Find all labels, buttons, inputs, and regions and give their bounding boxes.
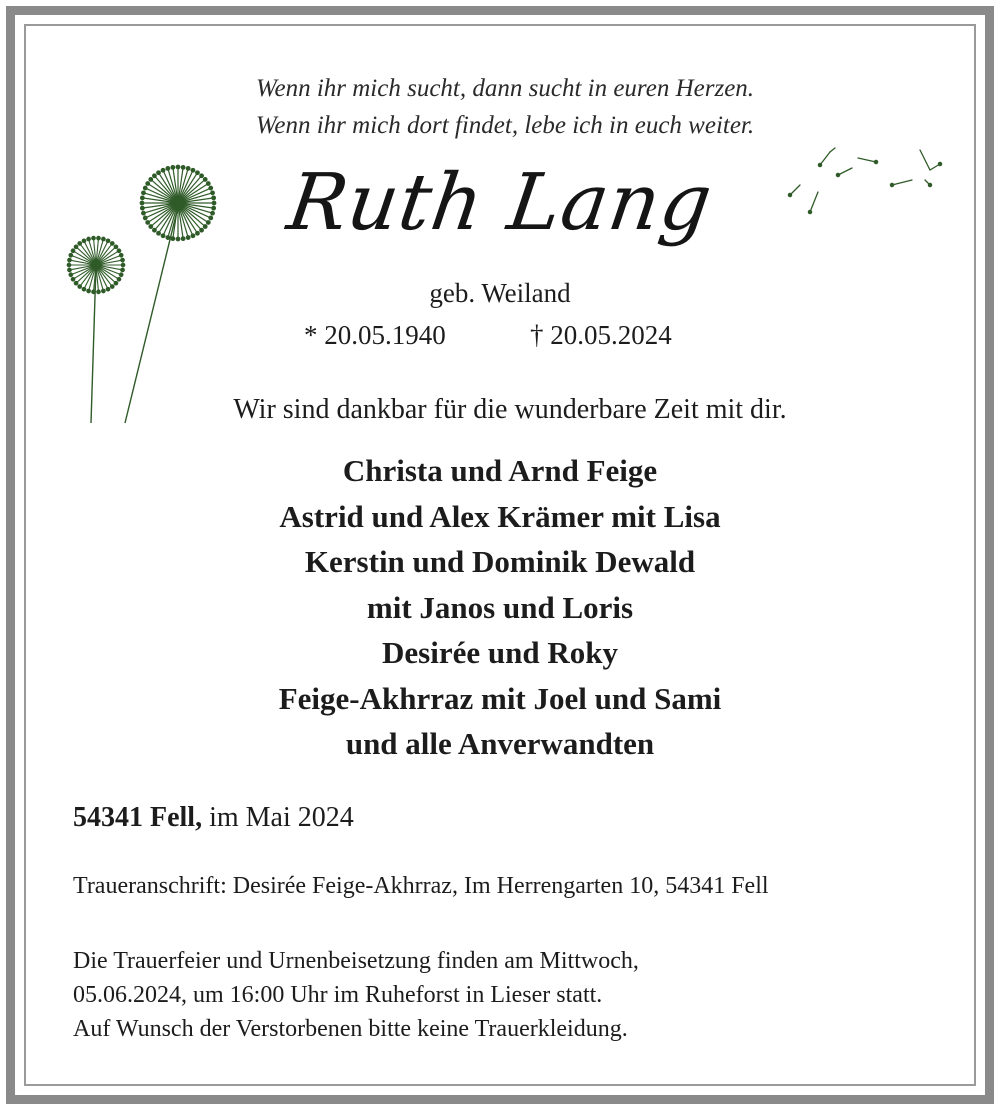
death-date: † 20.05.2024 (530, 320, 672, 350)
thanks-text: Wir sind dankbar für die wunderbare Zeit mit dir. (233, 394, 787, 425)
mourner-line: Desirée und Roky (382, 635, 618, 670)
mourner-line: mit Janos und Loris (366, 589, 634, 625)
ceremony-line: 05.06.2024, um 16:00 Uhr im Ruheforst in Lieser statt. (73, 982, 603, 1008)
born-name: geb. Weiland (429, 278, 571, 308)
mourners-list (0, 448, 1000, 767)
ceremony-info (73, 944, 639, 1046)
place-date (73, 802, 354, 834)
ceremony-line: Auf Wunsch der Verstorbenen bitte keine Trauerkleidung. (73, 1016, 628, 1042)
mourner-line: Christa und Arnd Feige (342, 453, 658, 488)
mourner-line: Astrid und Alex Krämer mit Lisa (279, 498, 721, 534)
mourner-line: Feige-Akhrraz mit Joel und Sami (278, 680, 722, 716)
motto (0, 70, 1000, 144)
mourner-line: Kerstin und Dominik Dewald (304, 544, 696, 579)
mourning-address: Traueranschrift: Desirée Feige-Akhrraz, Im Herrengarten 10, 54341 Fell (73, 873, 769, 899)
motto-line-2: Wenn ihr mich dort findet, lebe ich in euch weiter. (255, 112, 755, 139)
motto-line-1: Wenn ihr mich sucht, dann sucht in euren Herzen. (255, 75, 755, 102)
deceased-name: Ruth Lang (282, 158, 718, 248)
birth-date: * 20.05.1940 (304, 320, 446, 350)
mourner-line: und alle Anverwandten (345, 726, 655, 761)
month-year: im Mai 2024 (202, 802, 354, 833)
ceremony-line: Die Trauerfeier und Urnenbeisetzung finden am Mittwoch, (73, 948, 639, 974)
place-name: 54341 Fell, (73, 802, 203, 833)
